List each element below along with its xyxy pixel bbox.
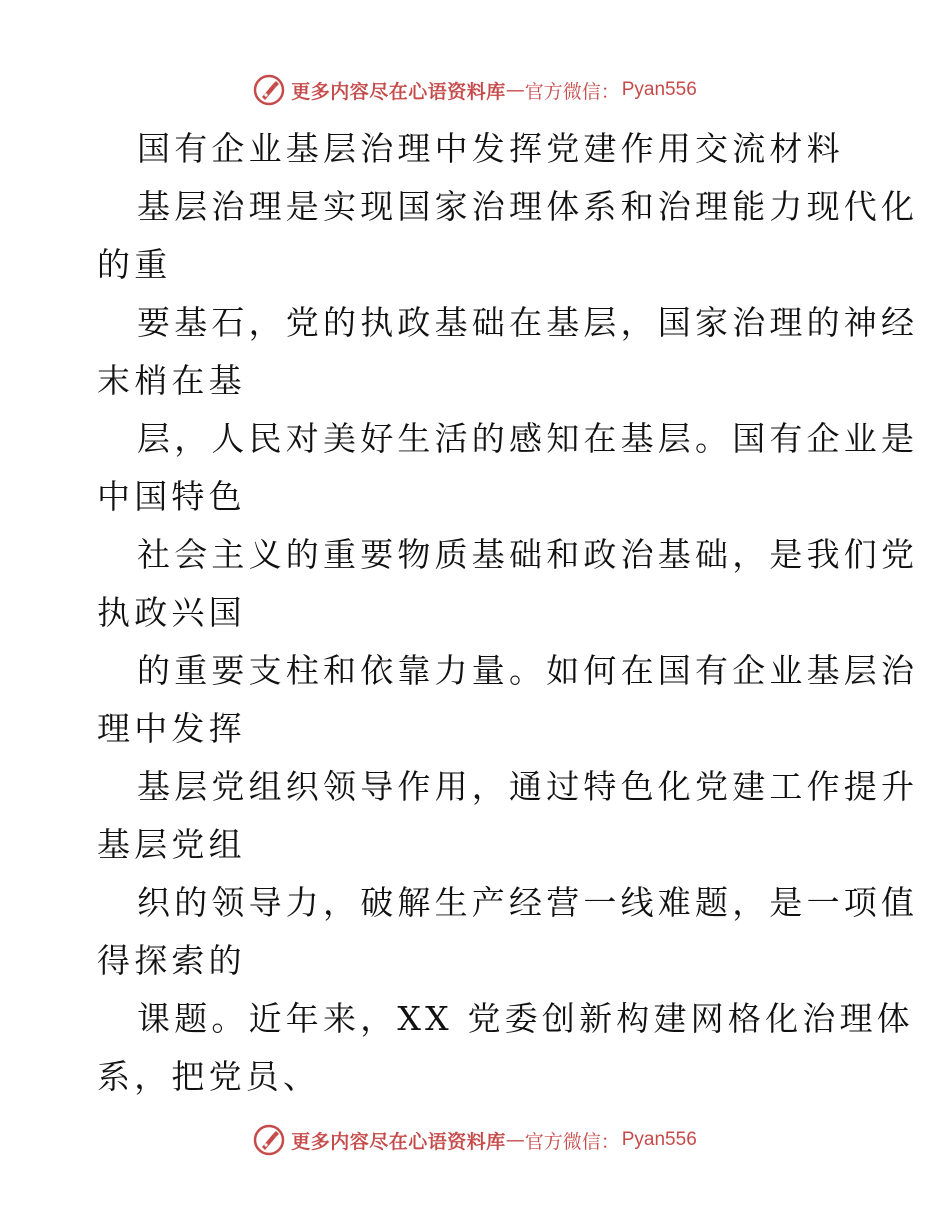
paragraph-line: 末梢在基 (97, 361, 246, 400)
paragraph-line: 系，把党员、 (97, 1057, 321, 1096)
document-title: 国有企业基层治理中发挥党建作用交流材料 (137, 129, 844, 168)
banner-main-text: 更多内容尽在心语资料库 (291, 1130, 506, 1153)
paragraph-line: 中国特色 (97, 477, 246, 516)
paragraph-line: 基层党组织领导作用，通过特色化党建工作提升 (137, 767, 919, 806)
paragraph-line: 基层党组 (97, 825, 246, 864)
banner-separator: — (505, 79, 525, 101)
paragraph-line: 课题。近年来，XX 党委创新构建网格化治理体 (137, 999, 914, 1038)
banner-contact-label: 官方微信： (524, 80, 620, 103)
banner-main-text: 更多内容尽在心语资料库 (291, 80, 506, 103)
paragraph-line: 的重要支柱和依靠力量。如何在国有企业基层治 (137, 651, 919, 690)
banner-contact-label: 官方微信： (524, 1130, 620, 1153)
paragraph-line: 得探索的 (97, 941, 246, 980)
paragraph-line: 理中发挥 (97, 709, 246, 748)
header-banner (0, 70, 950, 110)
paragraph-line: 执政兴国 (97, 593, 246, 632)
banner-contact-id: Pyan556 (621, 79, 697, 100)
banner-contact-id: Pyan556 (621, 1129, 697, 1150)
fountain-pen-seal-icon (253, 74, 285, 106)
document-body (97, 120, 919, 1106)
paragraph-line: 基层治理是实现国家治理体系和治理能力现代化 (137, 187, 919, 226)
paragraph-line: 的重 (97, 245, 172, 284)
fountain-pen-seal-icon (253, 1124, 285, 1156)
paragraph-line: 要基石，党的执政基础在基层，国家治理的神经 (137, 303, 919, 342)
footer-banner (0, 1120, 950, 1160)
paragraph-line: 层，人民对美好生活的感知在基层。国有企业是 (137, 419, 919, 458)
banner-separator: — (505, 1129, 525, 1151)
paragraph-line: 织的领导力，破解生产经营一线难题，是一项值 (137, 883, 919, 922)
paragraph-line: 社会主义的重要物质基础和政治基础，是我们党 (137, 535, 919, 574)
